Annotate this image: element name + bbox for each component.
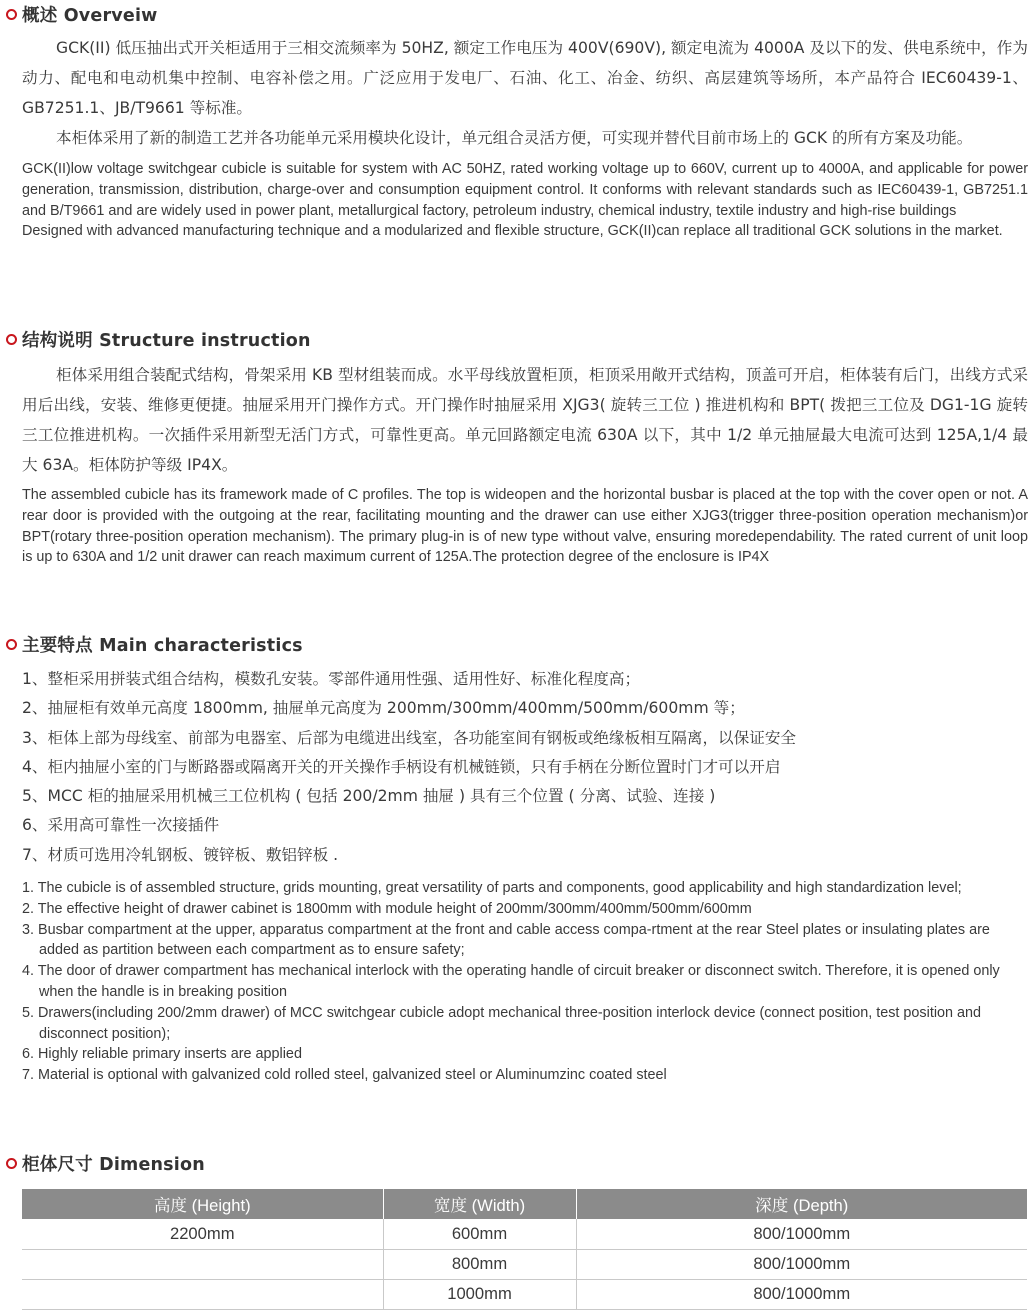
- list-item: 1、整柜采用拼装式组合结构，模数孔安装。零部件通用性强、适用性好、标准化程度高；: [22, 670, 641, 688]
- table-cell: [22, 1249, 383, 1279]
- characteristics-heading: [6, 631, 303, 657]
- list-item: 2、抽屉柜有效单元高度 1800mm, 抽屉单元高度为 200mm/300mm/400mm/500mm/600mm 等；: [22, 699, 745, 718]
- list-item: 7. Material is optional with galvanized cold rolled steel, galvanized steel or Aluminumzinc coated steel: [22, 1067, 667, 1084]
- table-header-row: [22, 1189, 1027, 1219]
- section-title: 概述 Overveiw: [22, 5, 158, 26]
- paragraph: 本柜体采用了新的制造工艺并各功能单元采用模块化设计，单元组合灵活方便，可实现并替代目前市场上的 GCK 的所有方案及功能。: [56, 129, 973, 147]
- table-cell: 800/1000mm: [576, 1219, 1027, 1249]
- table-cell: 800mm: [383, 1249, 576, 1279]
- section-title: 柜体尺寸 Dimension: [22, 1154, 205, 1175]
- table-cell: 800/1000mm: [576, 1249, 1027, 1279]
- table-row: [22, 1249, 1027, 1279]
- overview-zh-text: [22, 33, 1028, 153]
- table-cell: 600mm: [383, 1219, 576, 1249]
- list-item: 3、柜体上部为母线室、前部为电器室、后部为电缆进出线室，各功能室间有钢板或绝缘板相互隔离，以保证安全: [22, 728, 797, 747]
- column-header-depth: 深度 (Depth): [576, 1189, 1027, 1219]
- column-header-height: 高度 (Height): [22, 1189, 383, 1219]
- characteristics-zh-list: [22, 665, 1028, 870]
- paragraph: 柜体采用组合装配式结构，骨架采用 KB 型材组装而成。水平母线放置柜顶，柜顶采用敞开式结构，顶盖可开启，柜体装有后门，出线方式采用后出线，安装、维修更便捷。抽屉采用开门操作方式。开门操作时抽屉采用 XJG3( 旋转三工位 ) 推进机构和 BPT( 拨把三工位及 DG1-1G 旋转三工位推进机构。一次插件采用新型无活门方式，可靠性更高。单元回路额定电流 630A 以下，其中 1/2 单元抽屉最大电流可达到 125A,1/4 最大 63A。柜体防护等级 IP4X。: [22, 366, 1028, 474]
- structure-en-text: [22, 485, 1028, 568]
- table-cell: 1000mm: [383, 1279, 576, 1309]
- list-item: 7、材质可选用冷轧钢板、镀锌板、敷铝锌板 .: [22, 845, 339, 864]
- paragraph: The assembled cubicle has its framework made of C profiles. The top is wideopen and the horizontal busbar is placed at the top with the cover open or not. A rear door is provided with the outgoing at the rear, facilitating mounting and the drawer can use either XJG3(trigger three-position operation mechanism)or BPT(rotary three-position operation mechanism). The primary plug-in is of new type without valve, ensuring moredependability. The rated current of unit loop is up to 630A and 1/2 unit drawer can reach maximum current of 125A.The protection degree of the enclosure is IP4X: [22, 487, 1028, 566]
- table-cell: 800/1000mm: [576, 1279, 1027, 1309]
- section-title: 结构说明 Structure instruction: [22, 330, 311, 351]
- section-title: 主要特点 Main characteristics: [22, 635, 303, 656]
- dimension-heading: [6, 1150, 205, 1176]
- paragraph: Designed with advanced manufacturing technique and a modularized and flexible structure, GCK(II)can replace all traditional GCK solutions in the market.: [22, 223, 1003, 240]
- table-cell: [22, 1279, 383, 1309]
- table-cell: 2200mm: [22, 1219, 383, 1249]
- list-item: 2. The effective height of drawer cabinet is 1800mm with module height of 200mm/300mm/400mm/500mm/600mm: [22, 900, 752, 917]
- list-item: 6. Highly reliable primary inserts are applied: [22, 1046, 302, 1063]
- list-item: 6、采用高可靠性一次接插件: [22, 816, 220, 835]
- dimension-table: [22, 1189, 1027, 1310]
- circle-bullet-icon: [6, 334, 17, 345]
- table-row: [22, 1219, 1027, 1249]
- characteristics-en-list: [22, 878, 1028, 1086]
- list-item: 5、MCC 柜的抽屉采用机械三工位机构 ( 包括 200/2mm 抽屉 ) 具有三个位置 ( 分离、试验、连接 ): [22, 787, 716, 806]
- table-row: [22, 1279, 1027, 1309]
- paragraph: GCK(II)low voltage switchgear cubicle is suitable for system with AC 50HZ, rated working voltage up to 660V, current up to 4000A, and applicable for power generation, transmission, distribution, charge-over and consumption equipment control. It conforms with relevant standards such as IEC60439-1, GB7251.1 and B/T9661 and are widely used in power plant, metallurgical factory, petroleum industry, chemical industry, textile industry and high-rise buildings: [22, 161, 1028, 219]
- circle-bullet-icon: [6, 9, 17, 20]
- list-item: 5. Drawers(including 200/2mm drawer) of MCC switchgear cubicle adopt mechanical three-position interlock device (connect position, test position and disconnect position);: [22, 1004, 982, 1042]
- structure-heading: [6, 326, 311, 352]
- circle-bullet-icon: [6, 1158, 17, 1169]
- column-header-width: 宽度 (Width): [383, 1189, 576, 1219]
- list-item: 4. The door of drawer compartment has mechanical interlock with the operating handle of circuit breaker or disconnect switch. Therefore, it is opened only when the handle is in breaking position: [22, 963, 1000, 1000]
- circle-bullet-icon: [6, 639, 17, 650]
- paragraph: GCK(II) 低压抽出式开关柜适用于三相交流频率为 50HZ, 额定工作电压为 400V(690V), 额定电流为 4000A 及以下的发、供电系统中，作为动力、配电和电动机集中控制、电容补偿之用。广泛应用于发电厂、石油、化工、冶金、纺织、高层建筑等场所，本产品符合 IEC60439-1、GB7251.1、JB/T9661 等标准。: [22, 39, 1028, 117]
- list-item: 1. The cubicle is of assembled structure, grids mounting, great versatility of parts and components, good applicability and high standardization level;: [22, 880, 962, 896]
- overview-en-text: [22, 159, 1028, 242]
- overview-heading: [6, 1, 158, 27]
- structure-zh-text: [22, 360, 1028, 480]
- list-item: 3. Busbar compartment at the upper, apparatus compartment at the front and cable access compa-rtment at the rear Steel plates or insulating plates are added as partition between each compartment as to ensure safety;: [22, 921, 990, 959]
- list-item: 4、柜内抽屉小室的门与断路器或隔离开关的开关操作手柄设有机械链锁，只有手柄在分断位置时门才可以开启: [22, 757, 781, 776]
